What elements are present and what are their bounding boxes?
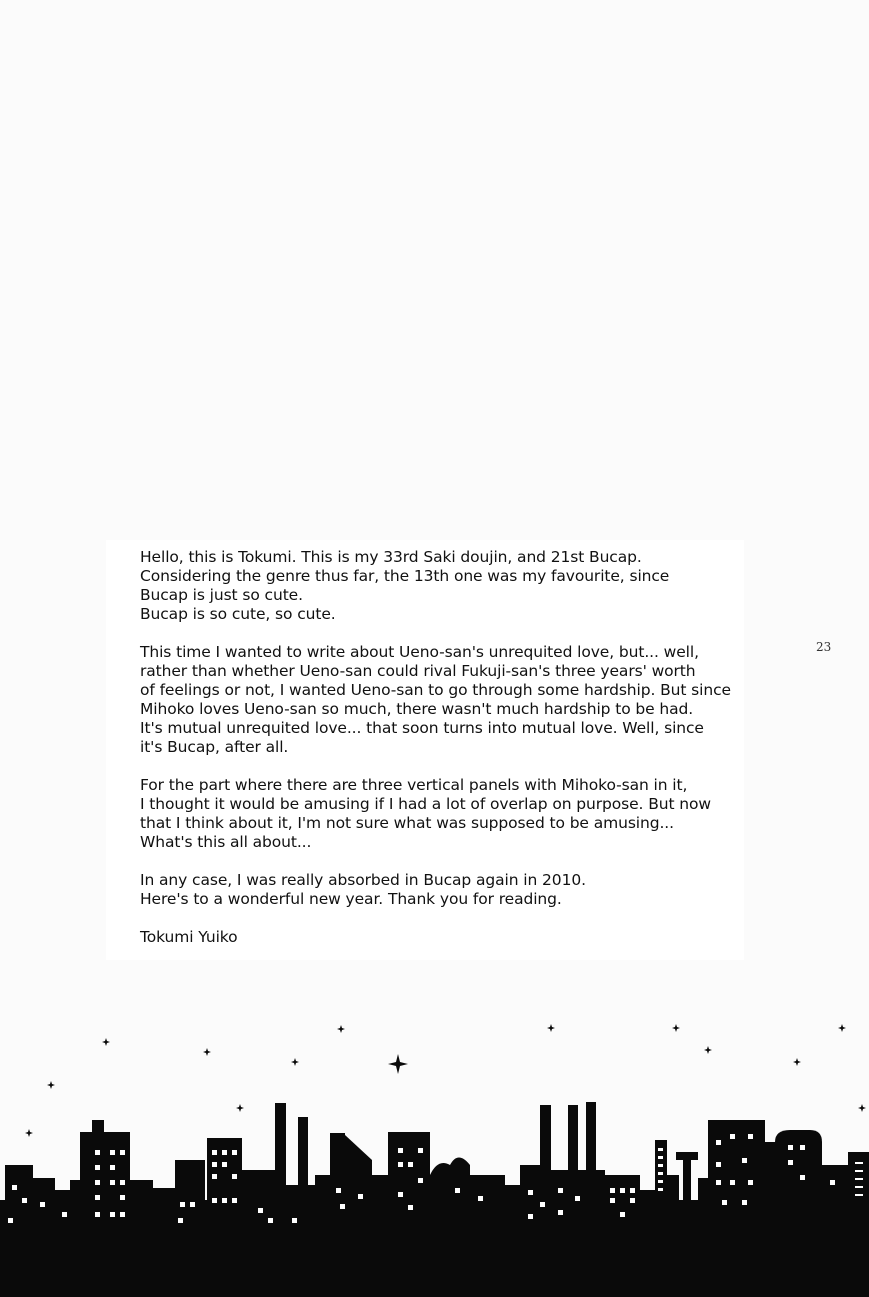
text-line: that I think about it, I'm not sure what was supposed to be amusing... [140, 814, 674, 832]
star-icon [203, 1048, 211, 1056]
text-line: Hello, this is Tokumi. This is my 33rd Saki doujin, and 21st Bucap. [140, 548, 642, 566]
star-icon [388, 1054, 408, 1074]
page-number: 23 [816, 640, 832, 654]
text-line: This time I wanted to write about Ueno-san's unrequited love, but... well, [140, 643, 699, 661]
afterword-paragraph-2 [140, 643, 740, 757]
signature: Tokumi Yuiko [140, 928, 238, 946]
star-icon [547, 1024, 555, 1032]
star-icon [704, 1046, 712, 1054]
city-skyline-illustration [0, 1010, 869, 1297]
text-line: Considering the genre thus far, the 13th one was my favourite, since [140, 567, 670, 585]
text-line: I thought it would be amusing if I had a lot of overlap on purpose. But now [140, 795, 711, 813]
text-line: rather than whether Ueno-san could rival Fukuji-san's three years' worth [140, 662, 696, 680]
text-line: Here's to a wonderful new year. Thank you for reading. [140, 890, 562, 908]
text-line: Bucap is so cute, so cute. [140, 605, 336, 623]
text-line: For the part where there are three vertical panels with Mihoko-san in it, [140, 776, 688, 794]
star-icon [858, 1104, 866, 1112]
text-line: What's this all about... [140, 833, 312, 851]
text-line: it's Bucap, after all. [140, 738, 289, 756]
star-icon [793, 1058, 801, 1066]
text-line: It's mutual unrequited love... that soon turns into mutual love. Well, since [140, 719, 704, 737]
star-icon [25, 1129, 33, 1137]
star-icon [337, 1025, 345, 1033]
text-line: of feelings or not, I wanted Ueno-san to go through some hardship. But since [140, 681, 731, 699]
afterword-paragraph-1 [140, 548, 740, 624]
afterword-paragraph-4 [140, 871, 740, 909]
star-icon [102, 1038, 110, 1046]
afterword-text [140, 548, 740, 966]
text-line: Bucap is just so cute. [140, 586, 303, 604]
text-line: Mihoko loves Ueno-san so much, there wasn't much hardship to be had. [140, 700, 694, 718]
text-line: In any case, I was really absorbed in Bucap again in 2010. [140, 871, 586, 889]
star-icon [672, 1024, 680, 1032]
buildings [0, 1102, 869, 1297]
star-icon [291, 1058, 299, 1066]
afterword-paragraph-3 [140, 776, 740, 852]
star-icon [838, 1024, 846, 1032]
star-icon [236, 1104, 244, 1112]
star-icon [47, 1081, 55, 1089]
